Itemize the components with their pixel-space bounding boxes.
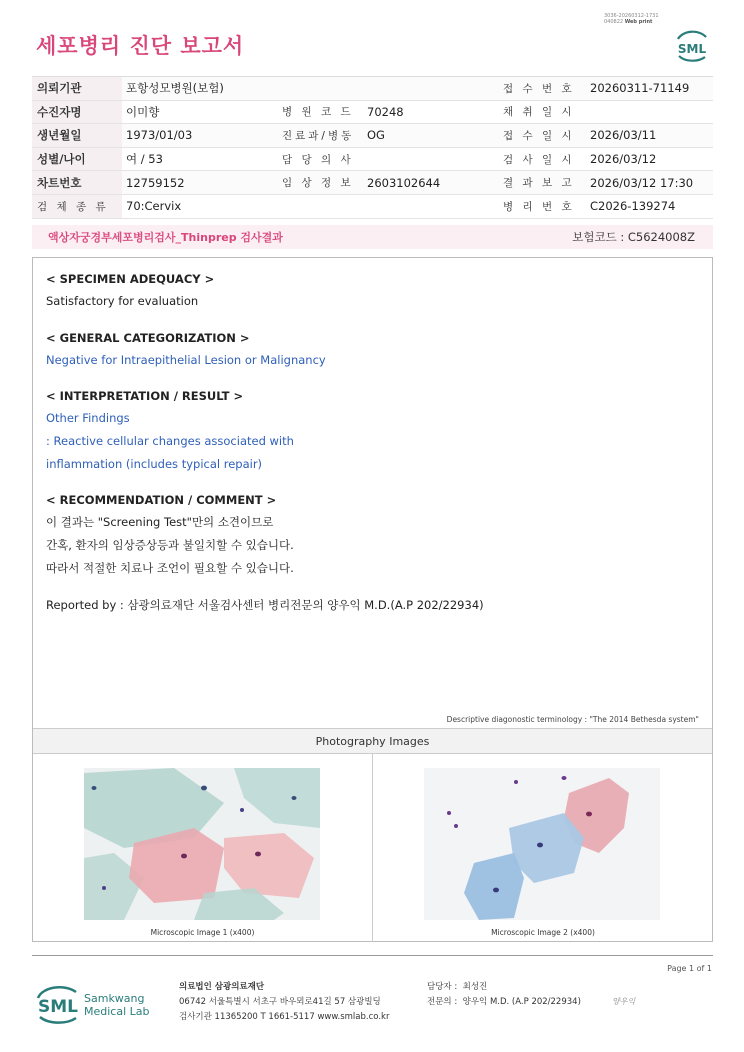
info-label: 성별/나이: [37, 152, 86, 167]
interpretation-header: < INTERPRETATION / RESULT >: [46, 389, 244, 404]
logo-top-text: SML: [677, 42, 707, 56]
print-id: [604, 13, 659, 25]
info-label: 진료과/병동: [282, 129, 355, 142]
staff-name: 최성진: [462, 982, 488, 992]
interpretation-line: Other Findings: [46, 411, 130, 426]
info-row: [32, 77, 713, 101]
photo-caption-1: Microscopic Image 1 (x400): [150, 928, 255, 937]
logo-line2: Medical Lab: [84, 1005, 150, 1018]
info-label: 수진자명: [37, 104, 82, 119]
info-row: [32, 124, 713, 148]
logo-line1: Samkwang: [84, 992, 145, 1005]
terminology-note: Descriptive diagonostic terminology : "The 2014 Bethesda system": [446, 715, 699, 724]
page-title: 세포병리 진단 보고서: [36, 34, 245, 58]
info-value: 20260311-71149: [590, 81, 690, 96]
print-id-web-print: Web print: [624, 19, 653, 25]
recommendation-header: < RECOMMENDATION / COMMENT >: [46, 493, 277, 508]
info-value: 2026/03/12 17:30: [590, 175, 694, 190]
category-header: < GENERAL CATEGORIZATION >: [46, 330, 250, 345]
staff-info: [427, 980, 581, 1010]
org-name: 의료법인 삼광의료재단: [179, 982, 265, 992]
info-row: [32, 148, 713, 172]
org-info: [179, 980, 389, 1025]
info-label: 채 취 일 시: [503, 106, 575, 119]
info-value: 2026/03/11: [590, 128, 657, 143]
info-label: 접 수 일 시: [503, 129, 575, 142]
info-label: 담 당 의 사: [282, 153, 354, 166]
info-label: 의뢰기관: [37, 81, 82, 96]
info-value: 여 / 53: [126, 152, 163, 167]
recommendation-line: 간혹, 환자의 임상증상등과 불일치할 수 있습니다.: [46, 538, 294, 553]
doctor-name: 양우익 M.D. (A.P 202/22934): [462, 997, 581, 1007]
report-body: [46, 272, 696, 620]
info-label: 검 체 종 류: [37, 200, 109, 213]
info-label: 검 사 일 시: [503, 153, 575, 166]
info-label: 생년월일: [37, 128, 82, 143]
info-row: [32, 195, 713, 219]
info-value: 포항성모병원(보험): [126, 81, 224, 96]
info-value: 70:Cervix: [126, 199, 182, 214]
insurance-code: 보험코드 : C5624008Z: [572, 230, 695, 244]
org-address: 06742 서울특별시 서초구 바우뫼로41길 57 삼광빌딩: [179, 997, 381, 1007]
samkwang-logo-icon: [36, 980, 176, 1028]
recommendation-line: 이 결과는 "Screening Test"만의 소견이므로: [46, 515, 274, 530]
recommendation-line: 따라서 적절한 치료나 조언이 필요할 수 있습니다.: [46, 560, 294, 575]
staff-label: 담당자 :: [427, 982, 458, 992]
sml-logo-icon: [672, 26, 712, 64]
logo-bottom-text: SML: [38, 997, 78, 1017]
photo-header: Photography Images: [33, 728, 712, 754]
patient-info-table: [32, 76, 713, 219]
info-value: OG: [367, 128, 385, 143]
info-label: 병 원 코 드: [282, 106, 354, 119]
page-number: Page 1 of 1: [667, 964, 712, 973]
photo-cell-1: [33, 754, 373, 942]
info-value: 12759152: [126, 175, 185, 190]
interpretation-line: inflammation (includes typical repair): [46, 456, 263, 471]
photo-cell-2: [373, 754, 713, 942]
info-label: 접 수 번 호: [503, 82, 575, 95]
photo-caption-2: Microscopic Image 2 (x400): [491, 928, 595, 937]
info-value: 이미향: [126, 104, 160, 119]
test-banner: [32, 225, 713, 249]
info-value: 2026/03/12: [590, 152, 657, 167]
org-contact: 검사기관 11365200 T 1661-5117 www.smlab.co.kr: [179, 1012, 390, 1022]
info-label: 차트번호: [37, 175, 82, 190]
info-label: 임 상 정 보: [282, 177, 354, 190]
adequacy-text: Satisfactory for evaluation: [46, 294, 199, 308]
info-label: 병 리 번 호: [503, 200, 575, 213]
microscopic-image-1: [84, 768, 320, 920]
footer-divider: [32, 955, 713, 956]
doctor-label: 전문의 :: [427, 997, 458, 1007]
microscopic-image-2: [424, 768, 660, 920]
info-value: 2603102644: [367, 175, 441, 190]
info-value: 70248: [367, 104, 404, 119]
info-value: C2026-139274: [590, 199, 676, 214]
report-box: [32, 257, 713, 942]
print-id-line1: 3036-20260312-1731: [604, 13, 659, 19]
info-row: [32, 171, 713, 195]
doctor-signature: 양우익: [612, 997, 636, 1006]
print-id-prefix: 040822: [604, 19, 624, 25]
info-row: [32, 101, 713, 125]
info-value: 1973/01/03: [126, 128, 193, 143]
test-name: 액상자궁경부세포병리검사_Thinprep 검사결과: [48, 231, 283, 244]
adequacy-header: < SPECIMEN ADEQUACY >: [46, 272, 215, 286]
category-text: Negative for Intraepithelial Lesion or Malignancy: [46, 352, 326, 367]
reported-by: Reported by : 삼광의료재단 서울검사센터 병리전문의 양우익 M.D.(A.P 202/22934): [46, 597, 484, 612]
interpretation-line: : Reactive cellular changes associated with: [46, 434, 294, 449]
info-label: 결 과 보 고: [503, 177, 575, 190]
